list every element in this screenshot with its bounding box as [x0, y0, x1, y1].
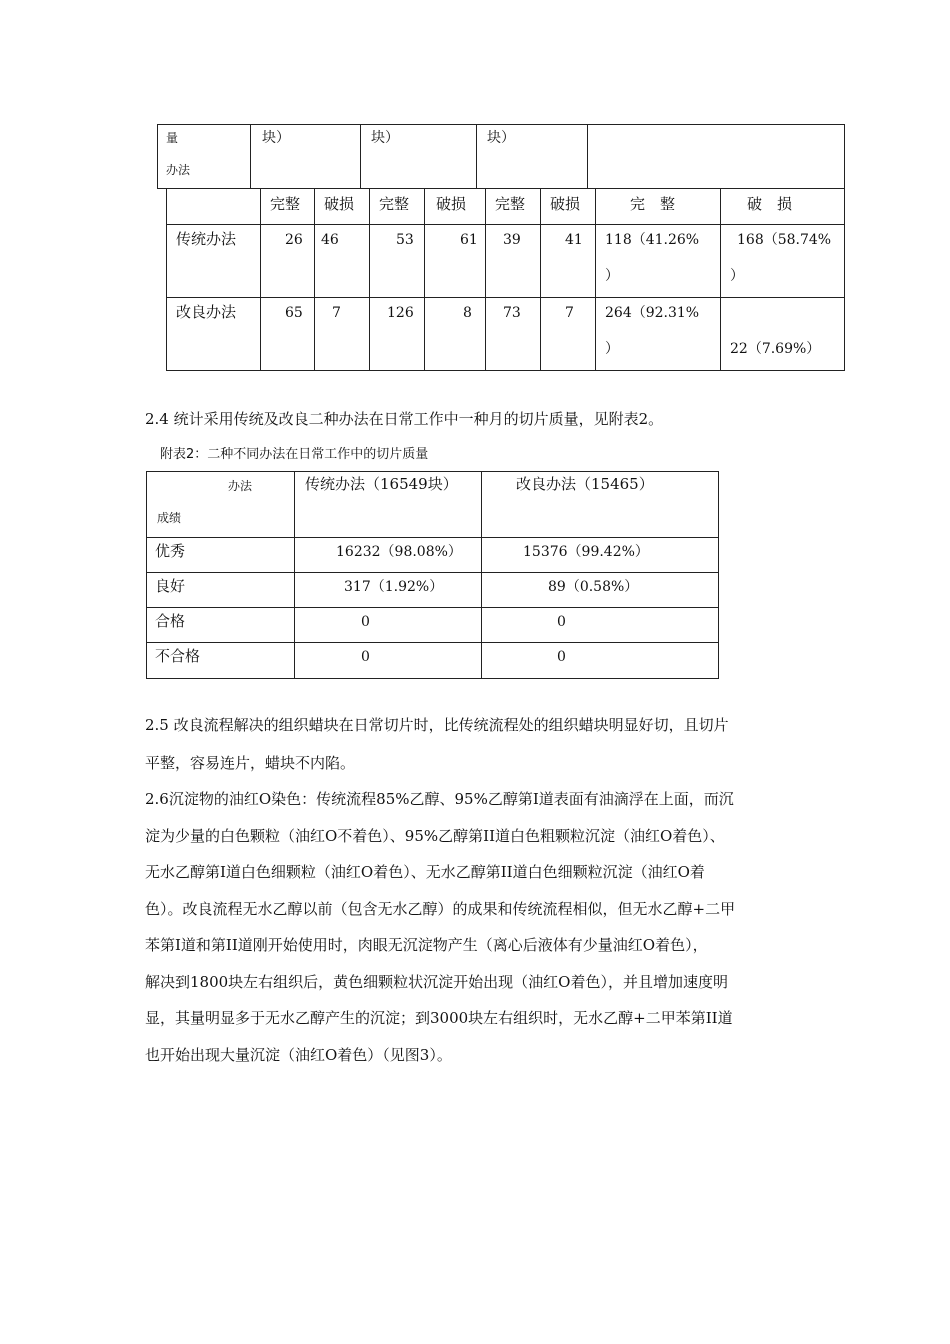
table-2-border [146, 607, 719, 608]
table-1-cell: 168（58.74% [737, 232, 832, 248]
table-2-corner-bottom: 成绩 [157, 511, 182, 525]
section-2-6-line: 显，其量明显多于无水乙醇产生的沉淀；到3000块左右组织时，无水乙醇+二甲苯第II道 [145, 1009, 733, 1027]
table-1-cell: 39 [503, 232, 521, 248]
table-1-border [369, 188, 370, 371]
table-1-subheader: 破 损 [747, 195, 793, 213]
table-2-border [146, 572, 719, 573]
table-1-border [844, 124, 845, 189]
table-2-cell: 317（1.92%） [344, 579, 444, 595]
table-2-grade: 不合格 [155, 647, 201, 665]
section-2-5-line: 2.5 改良流程解决的组织蜡块在日常切片时，比传统流程处的组织蜡块明显好切，且切片 [145, 716, 729, 734]
table-1-cell: 61 [460, 232, 478, 248]
table-1-border [844, 188, 845, 371]
table-1-subheader: 完 整 [630, 195, 676, 213]
section-2-6-line: 淀为少量的白色颗粒（油红O不着色）、95%乙醇第II道白色粗颗粒沉淀（油红O着色）、 [145, 827, 725, 845]
table-2-cell: 16232（98.08%） [336, 544, 462, 560]
table-1-border [260, 188, 261, 371]
table-1-border [424, 188, 425, 371]
table-2-border [718, 471, 719, 679]
section-2-6-line: 2.6沉淀物的油红O染色：传统流程85%乙醇、95%乙醇第I道表面有油滴浮在上面，而沉 [145, 790, 734, 808]
table-2-cell: 0 [557, 649, 566, 665]
table-2-corner-top: 办法 [228, 479, 253, 493]
table-1-header-2: 块） [371, 130, 399, 146]
table-1-header-1: 块） [262, 130, 290, 146]
table-1-subheader: 破损 [436, 195, 467, 213]
table-1-corner-top: 量 [166, 131, 179, 145]
table-2-grade: 良好 [155, 577, 186, 595]
table-1-cell: 65 [285, 305, 303, 321]
table-2-border [146, 537, 719, 538]
table-2-grade: 合格 [155, 612, 186, 630]
section-2-4-text: 2.4 统计采用传统及改良二种办法在日常工作中一种月的切片质量，见附表2。 [145, 410, 664, 428]
table-1-border [157, 124, 845, 125]
table-2-border [146, 471, 147, 679]
table-1-cell: ） [605, 268, 619, 284]
table-2-border [481, 471, 482, 679]
table-1-subheader: 完整 [270, 195, 301, 213]
table-1-subheader: 完整 [495, 195, 526, 213]
section-2-6-line: 也开始出现大量沉淀（油红O着色）（见图3）。 [145, 1046, 452, 1064]
table-1-cell: 264（92.31% [605, 305, 700, 321]
table-1-cell: 118（41.26% [605, 232, 700, 248]
table-1-border [166, 224, 845, 225]
table-2-border [294, 471, 295, 679]
table-1-corner-bottom: 办法 [166, 163, 191, 177]
table-1-header-3: 块） [487, 130, 515, 146]
section-2-6-line: 解决到1800块左右组织后，黄色细颗粒状沉淀开始出现（油红O着色），并且增加速度明 [145, 973, 728, 991]
table-1-border [166, 370, 845, 371]
table-2-border [146, 642, 719, 643]
table-2-caption: 附表2：二种不同办法在日常工作中的切片质量 [160, 447, 429, 462]
table-1-border [587, 124, 588, 189]
table-1-border [476, 124, 477, 189]
table-1-border [157, 124, 158, 189]
table-1-border [314, 188, 315, 371]
table-2-border [146, 678, 719, 679]
section-2-6-line: 色）。改良流程无水乙醇以前（包含无水乙醇）的成果和传统流程相似，但无水乙醇+二甲 [145, 900, 736, 918]
table-1-border [250, 124, 251, 189]
table-1-cell: 7 [332, 305, 341, 321]
table-1-border [720, 188, 721, 371]
table-2-border [146, 471, 719, 472]
table-1-cell: 8 [463, 305, 472, 321]
table-1-border [166, 297, 845, 298]
table-2-cell: 0 [557, 614, 566, 630]
section-2-6-line: 无水乙醇第I道白色细颗粒（油红O着色）、无水乙醇第II道白色细颗粒沉淀（油红O着 [145, 863, 705, 881]
table-1-cell: 126 [387, 305, 414, 321]
table-2-cell: 89（0.58%） [548, 579, 639, 595]
table-1-cell: ） [730, 268, 744, 284]
table-2-cell: 15376（99.42%） [523, 544, 649, 560]
table-1-border [485, 188, 486, 371]
table-2-cell: 0 [361, 614, 370, 630]
table-1-cell: 53 [396, 232, 414, 248]
table-2-cell: 0 [361, 649, 370, 665]
table-1-cell: 46 [321, 232, 339, 248]
table-1-subheader: 完整 [379, 195, 410, 213]
table-2-header-improved: 改良办法（15465） [516, 475, 654, 493]
table-1-border [595, 188, 596, 371]
table-1-cell: ） [605, 341, 619, 357]
table-1-subheader: 破损 [324, 195, 355, 213]
table-2-grade: 优秀 [155, 542, 186, 560]
table-1-border [166, 188, 167, 371]
table-1-border [360, 124, 361, 189]
section-2-5-line: 平整，容易连片，蜡块不内陷。 [145, 754, 356, 772]
table-1-row-method: 传统办法 [176, 230, 237, 248]
table-1-cell: 7 [565, 305, 574, 321]
table-1-cell: 73 [503, 305, 521, 321]
table-1-subheader: 破损 [550, 195, 581, 213]
table-1-cell: 26 [285, 232, 303, 248]
table-1-cell: 22（7.69%） [730, 341, 821, 357]
table-2-header-traditional: 传统办法（16549块） [305, 475, 458, 493]
table-1-cell: 41 [565, 232, 583, 248]
table-1-border [540, 188, 541, 371]
section-2-6-line: 苯第I道和第II道刚开始使用时，肉眼无沉淀物产生（离心后液体有少量油红O着色）， [145, 936, 708, 954]
table-1-row-method: 改良办法 [176, 303, 237, 321]
